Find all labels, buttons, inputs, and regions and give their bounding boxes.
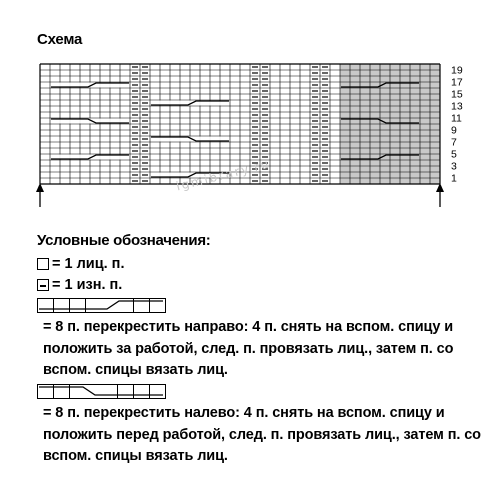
row-number: 17 — [451, 76, 463, 89]
legend-knit-text: = 1 лиц. п. — [52, 256, 125, 272]
row-number: 7 — [451, 136, 457, 149]
knit-symbol — [37, 258, 49, 270]
cable-right-symbol — [37, 298, 173, 315]
knitting-chart — [0, 0, 500, 215]
legend-purl — [37, 277, 122, 293]
legend-title: Условные обозначения: — [37, 232, 211, 249]
row-number: 1 — [451, 172, 457, 185]
legend-cable-right-text: = 8 п. перекрестить направо: 4 п. снять на вспом. спицу и положить за работой, след. п. провязать лиц., затем п. со вспом. спицы вязать лиц. — [43, 319, 454, 378]
row-number: 9 — [451, 124, 457, 137]
row-number: 3 — [451, 160, 457, 173]
watermark: igmibrary.ru — [174, 156, 272, 194]
row-number: 19 — [451, 64, 463, 77]
legend-purl-text: = 1 изн. п. — [52, 277, 123, 293]
legend-cable-left-text: = 8 п. перекрестить налево: 4 п. снять на вспом. спицу и положить перед работой, след. п. провязать лиц., затем п. со вспом. спицы вязать лиц. — [43, 405, 481, 464]
cable-left-symbol — [37, 384, 173, 401]
repeat-arrow-left — [36, 183, 44, 207]
row-numbers — [451, 65, 463, 185]
repeat-arrow-right — [436, 183, 444, 207]
row-number: 5 — [451, 148, 457, 161]
purl-symbol — [37, 279, 49, 291]
row-number: 11 — [451, 112, 462, 125]
chart-title: Схема — [37, 31, 83, 48]
row-number: 15 — [451, 88, 463, 101]
row-number: 13 — [451, 100, 463, 113]
legend-knit — [37, 256, 124, 272]
